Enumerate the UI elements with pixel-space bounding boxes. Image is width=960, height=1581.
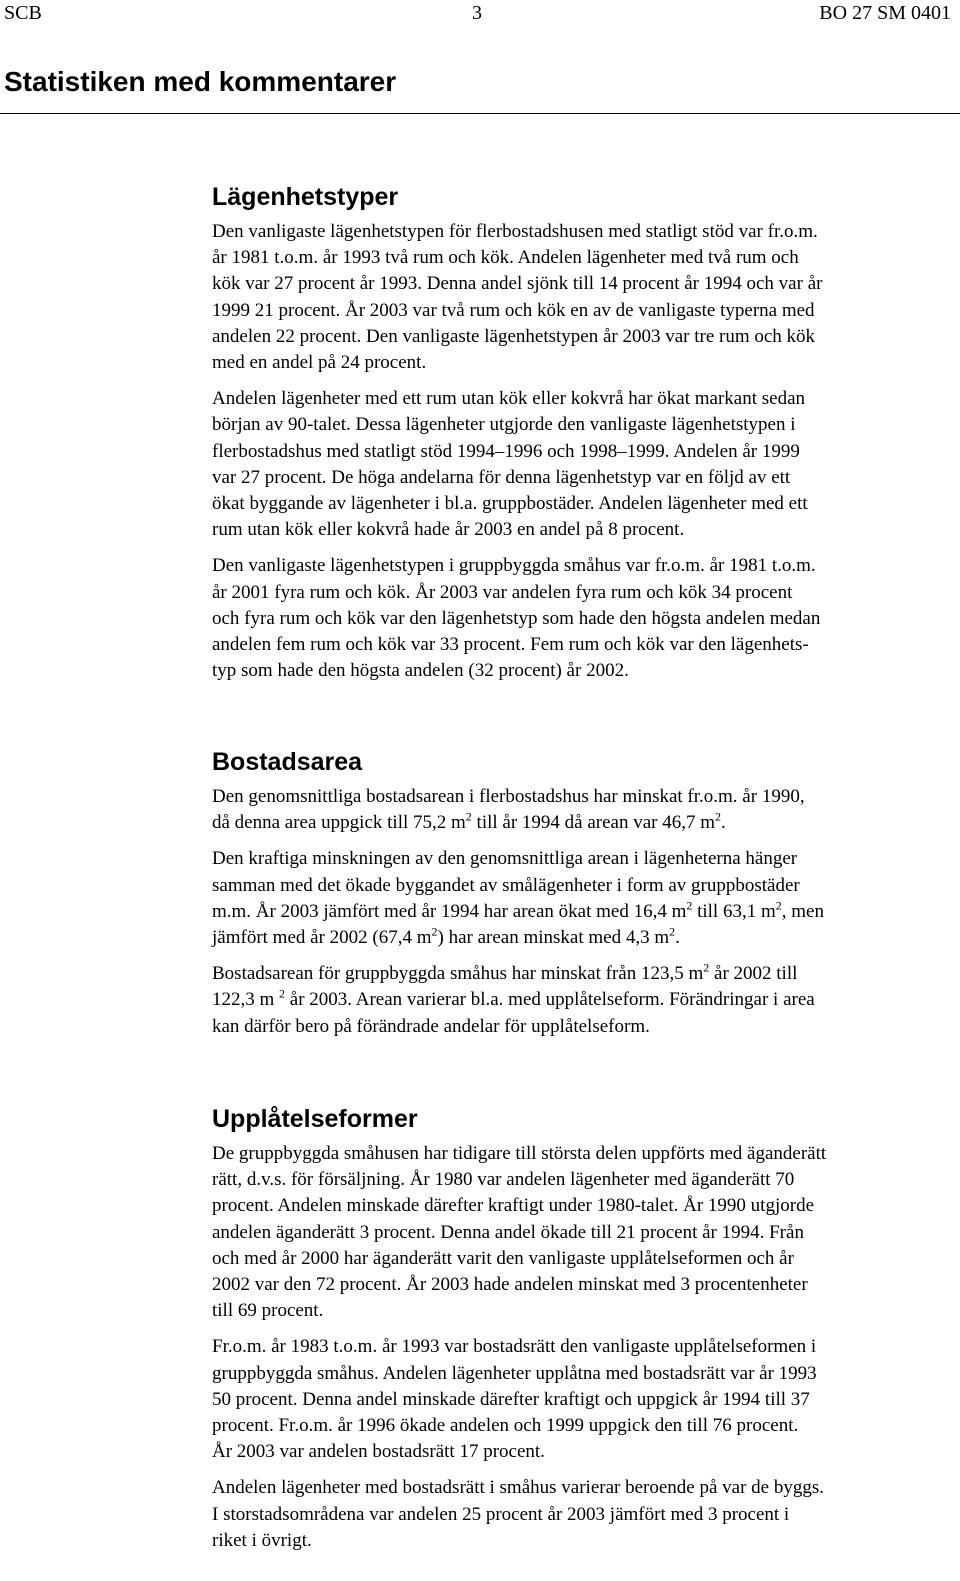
text-line: Andelen lägenheter med ett rum utan kök eller kokvrå har ökat markant sedan (212, 388, 805, 410)
text-line: De gruppbyggda småhusen har tidigare till största delen uppförts med äganderätt (212, 1143, 827, 1164)
text-line: andelen fem rum och kök var 33 procent. Fem rum och kök var den lägenhets- (212, 634, 809, 656)
text-line: med en andel på 24 procent. (212, 352, 427, 374)
text-line: kan därför bero på förändrade andelar för upplåtelseform. (212, 1015, 650, 1037)
text-line: Den vanligaste lägenhetstypen i gruppbyggda småhus var fr.o.m. år 1981 t.o.m. (212, 555, 816, 577)
text-line: procent. Fr.o.m. år 1996 ökade andelen och 1999 uppgick den till 76 procent. (212, 1415, 799, 1437)
text-line: 2002 var den 72 procent. År 2003 hade andelen minskat med 3 procentenheter (212, 1274, 808, 1296)
text-line: m.m. År 2003 jämfört med år 1994 har arean ökat med 16,4 $m^2$ till 63,1 $m^2$, men (212, 898, 824, 922)
text-line: år 2001 fyra rum och kök. År 2003 var andelen fyra rum och kök 34 procent (212, 581, 793, 603)
page-title: Statistiken med kommentarer (4, 66, 397, 97)
text-line: I storstadsområdena var andelen 25 procent år 2003 jämfört med 3 procent i (212, 1503, 790, 1525)
header-left: SCB (4, 2, 42, 24)
title-rule (0, 113, 960, 114)
header-right: BO 27 SM 0401 (819, 2, 951, 24)
section-heading: Upplåtelseformer (212, 1105, 418, 1133)
section-upplatelseformer (212, 1103, 954, 1564)
text-line: Andelen lägenheter med bostadsrätt i småhus varierar beroende på var de byggs. (212, 1477, 824, 1499)
text-line: andelen äganderätt 3 procent. Denna andel ökade till 21 procent år 1994. Från (212, 1221, 804, 1243)
text-line: år 1981 t.o.m. år 1993 två rum och kök. Andelen lägenheter med två rum och (212, 247, 799, 269)
text-line: 50 procent. Denna andel minskade därefter kraftigt och uppgick år 1994 till 37 (212, 1388, 810, 1410)
text-line: 1999 21 procent. År 2003 var två rum och kök en av de vanligaste typerna med (212, 299, 815, 321)
paragraph (212, 1334, 954, 1465)
paragraph (212, 846, 954, 951)
paragraph (212, 553, 954, 684)
text-line: gruppbyggda småhus. Andelen lägenheter upplåtna med bostadsrätt var år 1993 (212, 1362, 817, 1384)
text-line: början av 90-talet. Dessa lägenheter utgjorde den vanligaste lägenhetstypen i (212, 414, 796, 436)
paragraph (212, 1475, 954, 1554)
paragraph (212, 1141, 954, 1324)
paragraph (212, 961, 954, 1040)
text-line: då denna area uppgick till 75,2 $m^2$ till år 1994 då arean var 46,7 $m^2$. (212, 809, 726, 834)
text-line: flerbostadshus med statligt stöd 1994–1996 och 1998–1999. Andelen år 1999 (212, 440, 800, 462)
text-line: rum utan kök eller kokvrå hade år 2003 en andel på 8 procent. (212, 519, 685, 541)
section-heading: Bostadsarea (212, 748, 363, 776)
page-number: 3 (472, 2, 482, 24)
text-line: År 2003 var andelen bostadsrätt 17 procent. (212, 1441, 545, 1463)
text-line: jämfört med år 2002 (67,4 $m^2$) har arean minskat med 4,3 $m^2$. (212, 924, 680, 949)
text-line: samman med det ökade byggandet av smålägenheter i form av gruppbostäder (212, 874, 800, 896)
text-line: rätt, d.v.s. för försäljning. År 1980 var andelen lägenheter med äganderätt 70 (212, 1169, 795, 1191)
text-line: Den kraftiga minskningen av den genomsnittliga arean i lägenheterna hänger (212, 848, 798, 870)
text-line: var 27 procent. De höga andelarna för denna lägenhetstyp var en följd av ett (212, 466, 791, 488)
paragraph (212, 219, 954, 376)
text-line: kök var 27 procent år 1993. Denna andel sjönk till 14 procent år 1994 och var år (212, 273, 823, 295)
text-line: Den vanligaste lägenhetstypen för flerbostadshusen med statligt stöd var fr.o.m. (212, 221, 818, 242)
text-line: till 69 procent. (212, 1300, 324, 1322)
text-line: och fyra rum och kök var den lägenhetstyp som hade den högsta andelen medan (212, 607, 821, 629)
text-line: typ som hade den högsta andelen (32 procent) år 2002. (212, 660, 629, 682)
text-line: 122,3 m $^2$ år 2003. Arean varierar bl.a. med upplåtelseform. Förändringar i area (212, 987, 815, 1011)
page-header (0, 0, 960, 26)
text-line: ökat byggande av lägenheter i bl.a. gruppbostäder. Andelen lägenheter med ett (212, 493, 808, 515)
text-line: andelen 22 procent. Den vanligaste lägenhetstypen år 2003 var tre rum och kök (212, 325, 816, 347)
paragraph (212, 784, 954, 836)
text-line: riket i övrigt. (212, 1529, 312, 1551)
text-line: och med år 2000 har äganderätt varit den vanligaste upplåtelseformen och år (212, 1247, 794, 1269)
text-line: Fr.o.m. år 1983 t.o.m. år 1993 var bostadsrätt den vanligaste upplåtelseformen i (212, 1336, 817, 1358)
section-lagenhetstyper (212, 181, 954, 694)
text-line: Den genomsnittliga bostadsarean i flerbostadshus har minskat fr.o.m. år 1990, (212, 786, 805, 807)
text-line: procent. Andelen minskade därefter kraftigt under 1980-talet. År 1990 utgjorde (212, 1195, 814, 1217)
paragraph (212, 386, 954, 543)
text-line: Bostadsarean för gruppbyggda småhus har minskat från 123,5 $m^2$ år 2002 till (212, 960, 798, 985)
section-bostadsarea (212, 746, 954, 1050)
section-heading: Lägenhetstyper (212, 183, 399, 211)
